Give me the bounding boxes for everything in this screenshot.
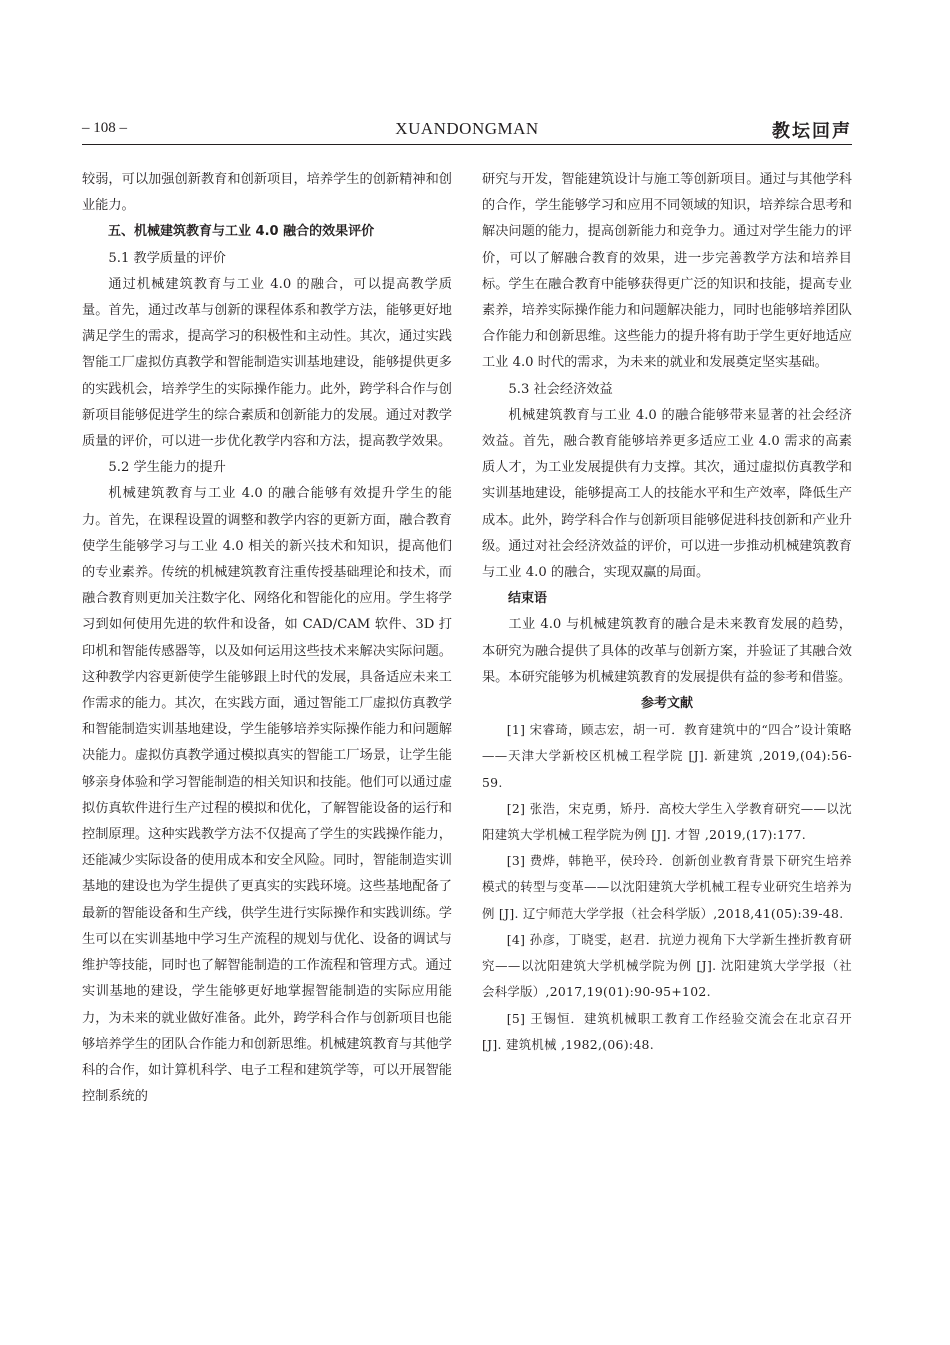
paragraph: 机械建筑教育与工业 4.0 的融合能够带来显著的社会经济效益。首先，融合教育能够培养更多适应工业 4.0 需求的高素质人才，为工业发展提供有力支撑。其次，通过虚拟仿真教学和实训基地建设，能够提高工人的技能水平和生产效率，降低生产成本。此外，跨学科合作与创新项目能够促进科技创新和产业升级。通过对社会经济效益的评价，可以进一步推动机械建筑教育与工业 4.0 的融合，实现双赢的局面。 (482, 407, 852, 581)
section-name: 教坛回声 (772, 121, 852, 142)
conclusion-heading: 结束语 (508, 591, 548, 607)
paragraph: 通过机械建筑教育与工业 4.0 的融合，可以提高教学质量。首先，通过改革与创新的课程体系和教学方法，能够更好地满足学生的需求，提高学习的积极性和主动性。其次，通过实践智能工厂虚拟仿真教学和智能制造实训基地建设，能够提供更多的实践机会，培养学生的实际操作能力。此外，跨学科合作与创新项目能够促进学生的综合素质和创新能力的发展。通过对教学质量的评价，可以进一步优化教学内容和方法，提高教学效果。 (82, 276, 452, 450)
subsection-heading: 5.1 教学质量的评价 (108, 250, 226, 266)
section-heading: 五、机械建筑教育与工业 4.0 融合的效果评价 (108, 224, 375, 240)
paragraph: 较弱，可以加强创新教育和创新项目，培养学生的创新精神和创业能力。 (82, 172, 452, 214)
reference-item: [4] 孙彦，丁晓雯，赵君．抗逆力视角下大学新生挫折教育研究——以沈阳建筑大学机械学院为例 [J]. 沈阳建筑大学学报（社会科学版）,2017,19(01):90-95+102. (482, 931, 852, 1000)
journal-title: XUANDONGMAN (395, 119, 539, 138)
paragraph: 机械建筑教育与工业 4.0 的融合能够有效提升学生的能力。首先，在课程设置的调整和教学内容的更新方面，融合教育使学生能够学习与工业 4.0 相关的新兴技术和知识，提高他们的专业素养。传统的机械建筑教育注重传授基础理论和技术，而融合教育则更加关注数字化、网络化和智能化的应用。学生将学习到如何使用先进的软件和设备，如 CAD/CAM 软件、3D 打印机和智能传感器等，以及如何运用这些技术来解决实际问题。这种教学内容更新使学生能够跟上时代的发展，具备适应未来工作需求的能力。其次，在实践方面，通过智能工厂虚拟仿真教学和智能制造实训基地建设，学生能够培养实际操作能力和问题解决能力。虚拟仿真教学通过模拟真实的智能工厂场景，让学生能够亲身体验和学习智能制造的相关知识和技能。他们可以通过虚拟仿真软件进行生产过程的模拟和优化，了解智能设备的运行和控制原理。这种实践教学方法不仅提高了学生的实践操作能力，还能减少实际设备的使用成本和安全风险。同时，智能制造实训基地的建设也为学生提供了更真实的实践环境。这些基地配备了最新的智能设备和生产线，供学生进行实际操作和实践训练。学生可以在实训基地中学习生产流程的规划与优化、设备的调试与维护等技能，同时也了解智能制造的工作流程和管理方式。通过实训基地的建设，学生能够更好地掌握智能制造的实际应用能力，为未来的就业做好准备。此外，跨学科合作与创新项目也能够培养学生的团队合作能力和创新思维。机械建筑教育与其他学科的合作，如计算机科学、电子工程和建筑学等，可以开展智能控制系统的 (82, 486, 452, 1105)
subsection-heading: 5.3 社会经济效益 (508, 381, 613, 397)
header-rule (82, 144, 852, 145)
references-heading: 参考文献 (640, 696, 693, 712)
page-number: – 108 – (82, 120, 127, 136)
reference-item: [2] 张浩，宋克勇，矫丹．高校大学生入学教育研究——以沈阳建筑大学机械工程学院为例 [J]. 才智 ,2019,(17):177. (482, 800, 852, 843)
paragraph: 研究与开发，智能建筑设计与施工等创新项目。通过与其他学科的合作，学生能够学习和应用不同领域的知识，培养综合思考和解决问题的能力，提高创新能力和竞争力。通过对学生能力的评价，可以了解融合教育的效果，进一步完善教学方法和培养目标。学生在融合教育中能够获得更广泛的知识和技能，提高专业素养，培养实际操作能力和问题解决能力，同时也能够培养团队合作能力和创新思维。这些能力的提升将有助于学生更好地适应工业 4.0 时代的需求，为未来的就业和发展奠定坚实基础。 (482, 172, 852, 371)
page-header (82, 114, 852, 144)
reference-item: [5] 王锡恒．建筑机械职工教育工作经验交流会在北京召开 [J]. 建筑机械 ,1982,(06):48. (482, 1010, 852, 1052)
reference-item: [1] 宋睿琦，顾志宏，胡一可．教育建筑中的“四合”设计策略——天津大学新校区机械工程学院 [J]. 新建筑 ,2019,(04):56-59. (482, 722, 852, 790)
subsection-heading: 5.2 学生能力的提升 (108, 460, 226, 476)
left-column (82, 167, 452, 1110)
reference-item: [3] 费烨，韩艳平，侯玲玲．创新创业教育背景下研究生培养模式的转型与变革——以沈阳建筑大学机械工程专业研究生培养为例 [J]. 辽宁师范大学学报（社会科学版）,2018,41(05):39-48. (482, 853, 852, 921)
right-column (482, 167, 852, 1058)
paragraph: 工业 4.0 与机械建筑教育的融合是未来教育发展的趋势，本研究为融合提供了具体的改革与创新方案，并验证了其融合效果。本研究能够为机械建筑教育的发展提供有益的参考和借鉴。 (482, 617, 852, 685)
